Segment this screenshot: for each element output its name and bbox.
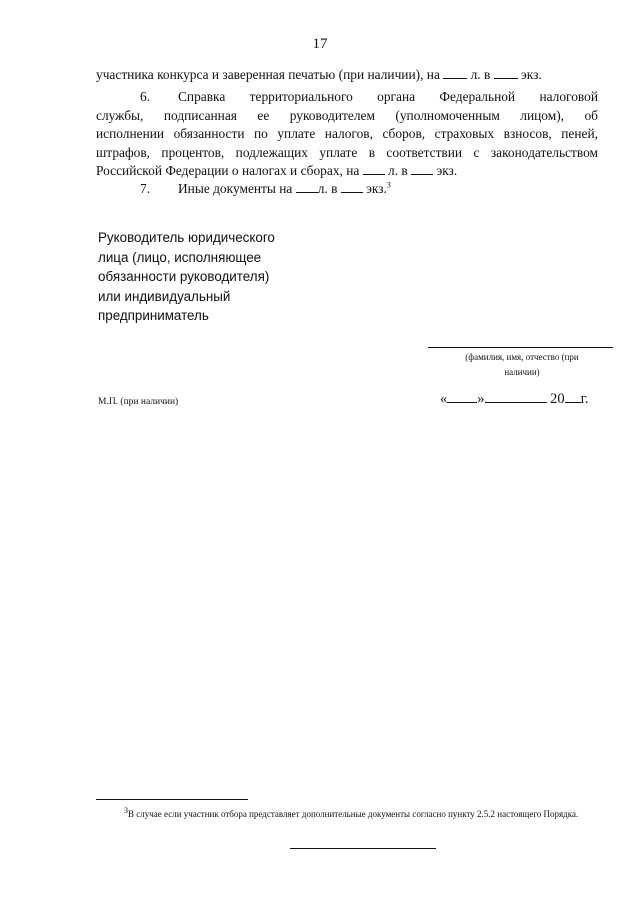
copies-blank: [341, 180, 363, 193]
month-blank: [485, 390, 547, 403]
page-number: 17: [312, 36, 328, 52]
footnote-ref: 3: [386, 180, 391, 190]
item-6-line-1: 6. Справка территориального органа Федеральной налоговой: [96, 88, 598, 107]
day-blank: [447, 390, 477, 403]
copies-unit: экз.: [521, 67, 542, 82]
continuation-line: [96, 66, 598, 85]
date-line: « » 20 г.: [440, 391, 589, 407]
item-7-number: 7.: [140, 181, 151, 196]
continuation-text: участника конкурса и заверенная печатью (при наличии), на: [96, 67, 440, 82]
item-6-line-3: исполнении обязанности по уплате налогов, сборов, страховых взносов, пеней,: [96, 126, 598, 141]
copies-blank: [411, 162, 433, 175]
name-caption: (фамилия, имя, отчество (при наличии): [465, 352, 579, 377]
bottom-divider: [290, 848, 436, 849]
item-6-line-5: Российской Федерации о налогах и сборах, на л. в экз.: [96, 163, 458, 178]
item-7: 7. Иные документы на л. в экз.$^3$: [96, 180, 640, 199]
pages-blank: [296, 180, 318, 193]
item-6: [96, 88, 598, 181]
item-6-number: 6.: [140, 89, 151, 104]
stamp-label: М.П. (при наличии): [98, 397, 179, 407]
footnote: $^3$В случае если участник отбора представляет дополнительные документы согласно пункту 2.5.2 настоящего Порядка.: [124, 806, 579, 819]
item-6-line-2: службы, подписанная ее руководителем (уполномоченным лицом), об: [96, 107, 598, 123]
copies-blank: [494, 66, 518, 79]
signatory-block: Руководитель юридического лица (лицо, исполняющее обязанности руководителя) или индивидуальный предприниматель: [98, 230, 275, 323]
pages-unit: л. в: [470, 67, 491, 82]
signature-line: [428, 347, 613, 348]
pages-blank: [443, 66, 467, 79]
footnote-separator: [96, 799, 248, 800]
year-blank: [565, 390, 581, 403]
footnote-marker: 3: [124, 806, 128, 815]
item-6-line-4: штрафов, процентов, подлежащих уплате в соответствии с законодательством: [96, 144, 598, 160]
pages-blank: [363, 162, 385, 175]
